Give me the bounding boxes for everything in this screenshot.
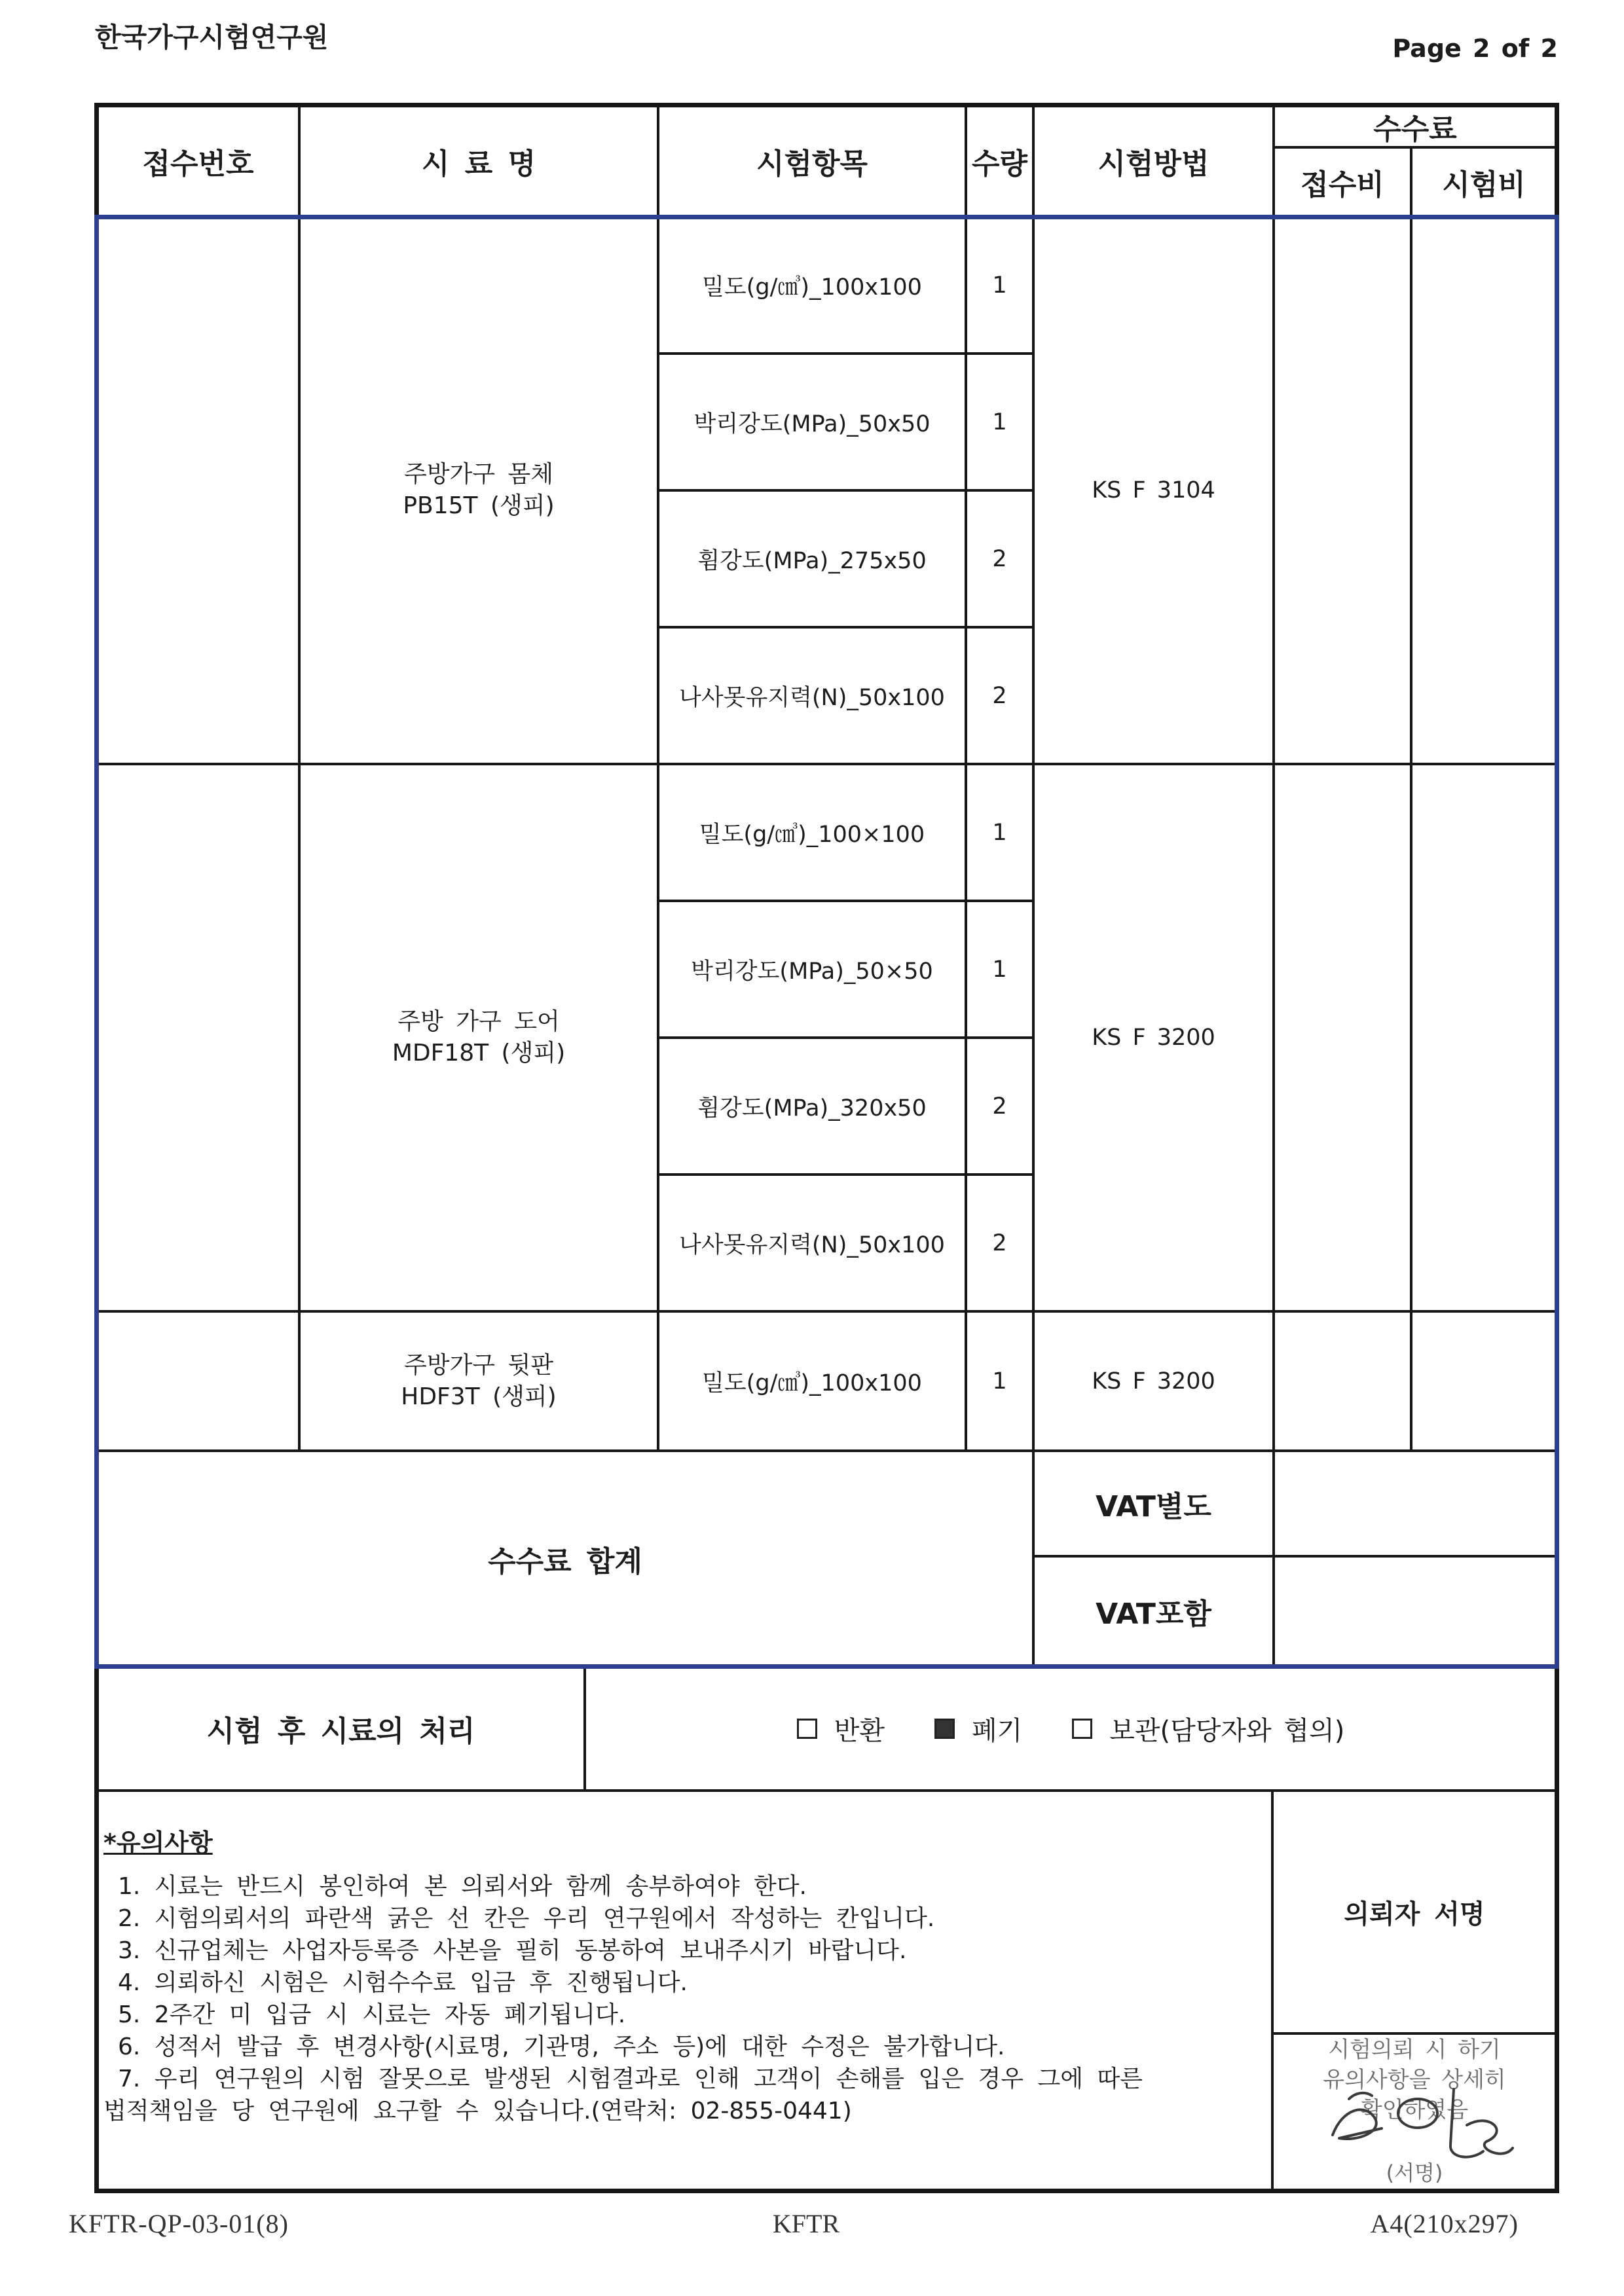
footer-paper-size: A4(210x297): [1370, 2209, 1519, 2238]
note-item: 7. 우리 연구원의 시험 잘못으로 발생된 시험결과로 인해 고객이 손해를 입은 경우 그에 따른: [118, 2066, 1143, 2092]
sample-name-cell: [299, 217, 658, 764]
note-item: 4. 의뢰하신 시험은 시험수수료 입금 후 진행됩니다.: [118, 1969, 688, 1996]
option-return-label: 반환: [834, 1715, 885, 1746]
option-keep-label: 보관(담당자와 협의): [1109, 1715, 1345, 1746]
option-keep: [1072, 1710, 1344, 1747]
test-item-cell: 나사못유지력(N)_50x100: [658, 1175, 966, 1311]
quantity-cell: 1: [966, 901, 1033, 1038]
fee-receipt-cell: [1274, 1311, 1411, 1451]
sample-name: 주방가구 몸체: [403, 461, 554, 488]
option-return: [797, 1710, 885, 1747]
col-header-test-method: 시험방법: [1033, 105, 1274, 217]
note-item: 1. 시료는 반드시 봉인하여 본 의뢰서와 함께 송부하여야 한다.: [118, 1873, 807, 1900]
quantity-cell: 1: [966, 764, 1033, 901]
checkbox-dispose[interactable]: [934, 1719, 955, 1739]
col-header-fee-receipt: 접수비: [1274, 147, 1411, 217]
sample-name: 주방 가구 도어: [397, 1008, 560, 1035]
sample-spec: HDF3T (생피): [401, 1383, 557, 1410]
quantity-cell: 2: [966, 490, 1033, 627]
col-header-fee: 수수료: [1274, 105, 1557, 147]
sample-name-cell: [299, 764, 658, 1311]
test-item-cell: 박리강도(MPa)_50x50: [658, 354, 966, 490]
col-header-quantity: 수량: [966, 105, 1033, 217]
signature-box: [1272, 2033, 1557, 2191]
col-header-sample-name: 시 료 명: [299, 105, 658, 217]
test-method-cell: KS F 3104: [1033, 217, 1274, 764]
receipt-no-cell: [97, 1311, 299, 1451]
fee-test-cell: [1411, 1311, 1557, 1451]
vat-included-value: [1274, 1556, 1557, 1666]
test-item-cell: 휨강도(MPa)_275x50: [658, 490, 966, 627]
col-header-fee-test: 시험비: [1411, 147, 1557, 217]
test-item-cell: 휨강도(MPa)_320x50: [658, 1038, 966, 1175]
sample-disposal-options: [585, 1666, 1557, 1791]
footer-form-code: KFTR-QP-03-01(8): [69, 2209, 289, 2238]
fee-total-label: 수수료 합계: [97, 1451, 1033, 1666]
organization-name: 한국가구시험연구원: [95, 22, 329, 53]
note-item-continuation: 법적책임을 당 연구원에 요구할 수 있습니다.(연락처: 02-855-0441): [103, 2098, 852, 2124]
fee-test-cell: [1411, 764, 1557, 1311]
page-number: Page 2 of 2: [1392, 34, 1558, 63]
col-header-receipt-no: 접수번호: [97, 105, 299, 217]
sample-name-stack: [392, 1006, 565, 1069]
sample-disposal-label: 시험 후 시료의 처리: [97, 1666, 585, 1791]
test-request-form-table: [97, 105, 1557, 2191]
test-item-cell: 나사못유지력(N)_50x100: [658, 627, 966, 764]
notes-title: *유의사항: [103, 1829, 213, 1857]
sample-spec: MDF18T (생피): [392, 1040, 566, 1066]
test-item-cell: 밀도(g/㎤)_100×100: [658, 764, 966, 901]
sample-name-cell: [299, 1311, 658, 1451]
note-item: 5. 2주간 미 입금 시 시료는 자동 폐기됩니다.: [118, 2001, 626, 2028]
checkbox-keep[interactable]: [1072, 1719, 1092, 1739]
option-dispose-label: 폐기: [971, 1715, 1023, 1746]
option-dispose: [934, 1710, 1022, 1747]
confirmation-line: 시험의뢰 시 하기: [1328, 2037, 1501, 2063]
sample-spec: PB15T (생피): [403, 492, 555, 519]
quantity-cell: 2: [966, 1175, 1033, 1311]
note-item: 2. 시험의뢰서의 파란색 굵은 선 칸은 우리 연구원에서 작성하는 칸입니다.: [118, 1905, 935, 1932]
sample-name-stack: [401, 1350, 556, 1413]
sample-name: 주방가구 뒷판: [403, 1351, 554, 1379]
confirmation-line: 유의사항을 상세히: [1323, 2067, 1506, 2093]
test-item-cell: 밀도(g/㎤)_100x100: [658, 217, 966, 354]
note-item: 6. 성적서 발급 후 변경사항(시료명, 기관명, 주소 등)에 대한 수정은 불가합니다.: [118, 2033, 1005, 2060]
quantity-cell: 1: [966, 354, 1033, 490]
quantity-cell: 2: [966, 627, 1033, 764]
handwritten-signature: [1320, 2073, 1522, 2171]
vat-excluded-label: VAT별도: [1033, 1451, 1274, 1556]
fee-test-cell: [1411, 217, 1557, 764]
sign-caption: (서명): [1386, 2160, 1443, 2185]
test-method-cell: KS F 3200: [1033, 1311, 1274, 1451]
checkbox-return[interactable]: [797, 1719, 817, 1739]
quantity-cell: 2: [966, 1038, 1033, 1175]
sample-name-stack: [403, 459, 554, 522]
receipt-no-cell: [97, 764, 299, 1311]
test-method-cell: KS F 3200: [1033, 764, 1274, 1311]
vat-included-label: VAT포함: [1033, 1556, 1274, 1666]
quantity-cell: 1: [966, 217, 1033, 354]
fee-receipt-cell: [1274, 217, 1411, 764]
fee-receipt-cell: [1274, 764, 1411, 1311]
confirmation-line: 확인하였음: [1360, 2097, 1469, 2123]
quantity-cell: 1: [966, 1311, 1033, 1451]
requester-signature-label: 의뢰자 서명: [1272, 1791, 1557, 2033]
footer-brand: KFTR: [772, 2209, 840, 2238]
notes-cell: [97, 1791, 1272, 2191]
col-header-test-item: 시험항목: [658, 105, 966, 217]
note-item: 3. 신규업체는 사업자등록증 사본을 필히 동봉하여 보내주시기 바랍니다.: [118, 1937, 907, 1964]
vat-excluded-value: [1274, 1451, 1557, 1556]
test-item-cell: 박리강도(MPa)_50×50: [658, 901, 966, 1038]
test-item-cell: 밀도(g/㎤)_100x100: [658, 1311, 966, 1451]
receipt-no-cell: [97, 217, 299, 764]
